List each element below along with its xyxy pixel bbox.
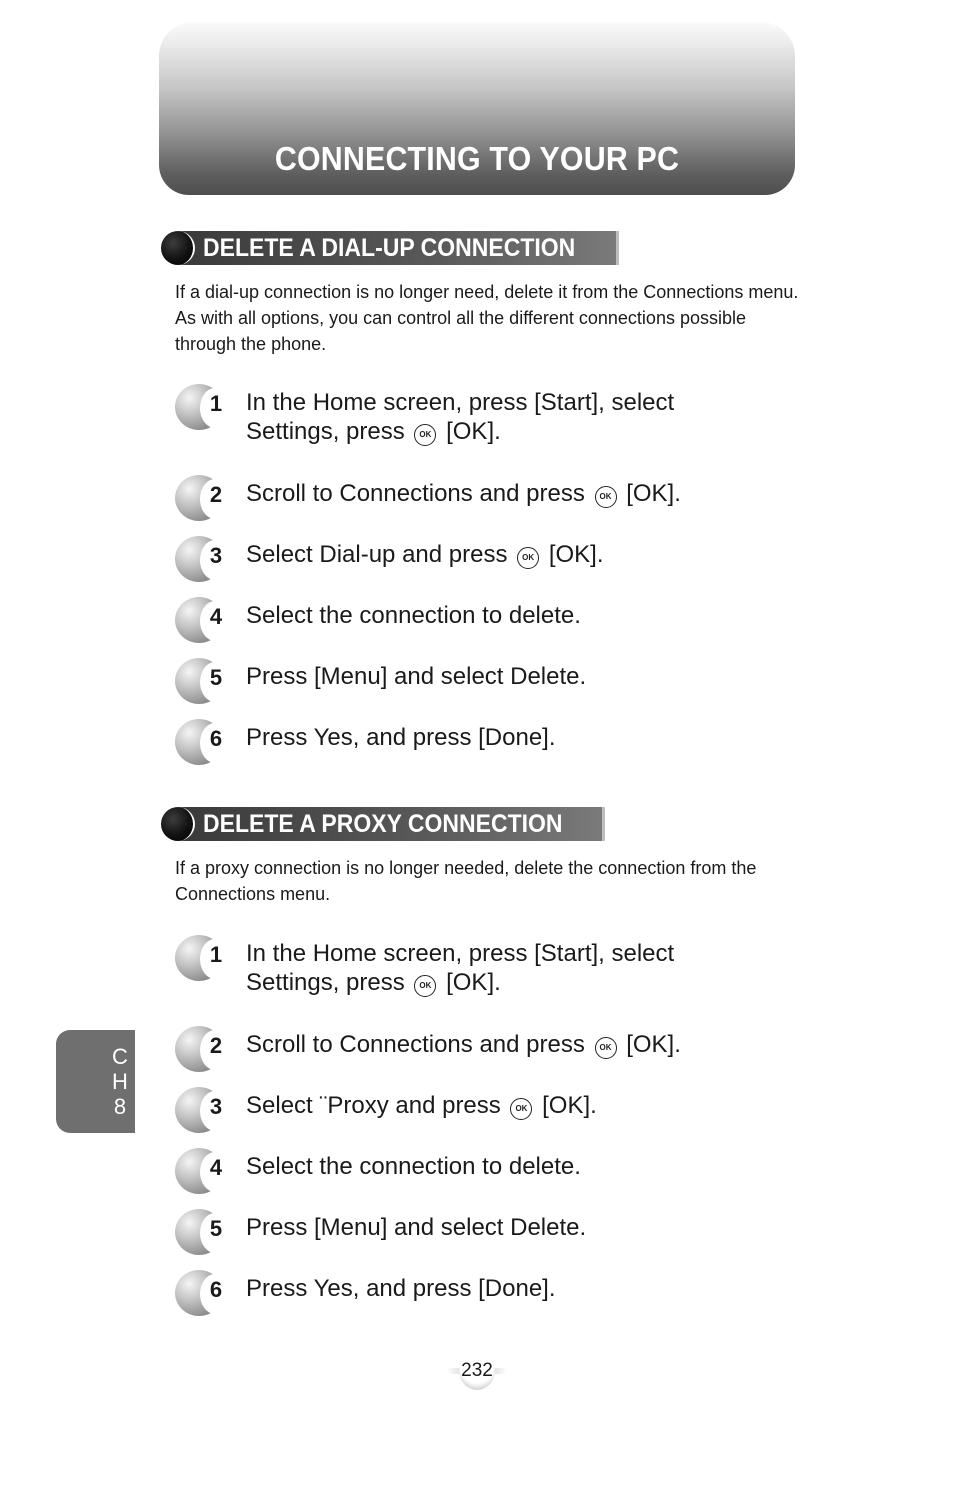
step-number-badge-icon: 6 [175,719,231,765]
step-number-badge-icon: 5 [175,1209,231,1255]
step-number-badge-icon: 2 [175,475,231,521]
step-text: Select Dial-up and press [246,541,508,568]
step-text: [OK]. [626,480,681,507]
section-heading-text: DELETE A PROXY CONNECTION [203,810,563,838]
step-text: Select the connection to delete. [246,602,581,629]
step-number-badge-icon: 4 [175,1148,231,1194]
step-text: [OK]. [626,1031,681,1058]
section-intro-paragraph: If a proxy connection is no longer needed, delete the connection from the Connections menu. [175,858,757,904]
step-text: [OK]. [548,541,604,568]
step-text: [OK]. [542,1092,597,1119]
step-text: In the Home screen, press [Start], select [246,389,675,416]
step-text: Settings, press [246,418,405,445]
bullet-ball-icon [161,807,195,841]
page-title: CONNECTING TO YOUR PC [274,140,680,177]
step-text: In the Home screen, press [Start], select [246,940,675,967]
step-text: Press [Menu] and select Delete. [246,1214,587,1241]
bullet-ball-icon [161,231,195,265]
ok-key-icon: OK [414,975,436,997]
step-text: Select the connection to delete. [246,1153,581,1180]
step-text: Scroll to Connections and press [246,1031,585,1058]
step-text: [OK]. [446,418,501,445]
step-text: Settings, press [246,969,405,996]
ok-key-icon: OK [595,1037,617,1059]
chapter-tab-number: 8 [113,1094,127,1119]
page-number-badge [447,1352,507,1390]
step-number-badge-icon: 5 [175,658,231,704]
chapter-tab [56,1030,135,1133]
chapter-tab-letter: H [112,1069,128,1094]
section-heading-text: DELETE A DIAL-UP CONNECTION [203,234,576,262]
ok-key-icon: OK [595,486,617,508]
ok-key-icon: OK [414,424,436,446]
step-text: Press Yes, and press [Done]. [246,1275,556,1302]
step-number-badge-icon: 1 [175,384,231,430]
ok-key-icon: OK [510,1098,532,1120]
step-text: Select ¨Proxy and press [246,1092,501,1119]
step-text: Press Yes, and press [Done]. [246,724,556,751]
step-text: Press [Menu] and select Delete. [246,663,587,690]
step-text: Scroll to Connections and press [246,480,585,507]
step-text: [OK]. [446,969,501,996]
chapter-tab-letter: C [112,1044,128,1069]
step-number-badge-icon: 4 [175,597,231,643]
step-number-badge-icon: 6 [175,1270,231,1316]
ok-key-icon: OK [517,547,539,569]
step-number-badge-icon: 1 [175,935,231,981]
step-number-badge-icon: 2 [175,1026,231,1072]
page-number: 232 [461,1360,493,1381]
section-intro-paragraph: If a dial-up connection is no longer need, delete it from the Connections menu. As with all options, you can control all the different connections possible through the phone. [175,282,799,354]
step-number-badge-icon: 3 [175,1087,231,1133]
step-number-badge-icon: 3 [175,536,231,582]
